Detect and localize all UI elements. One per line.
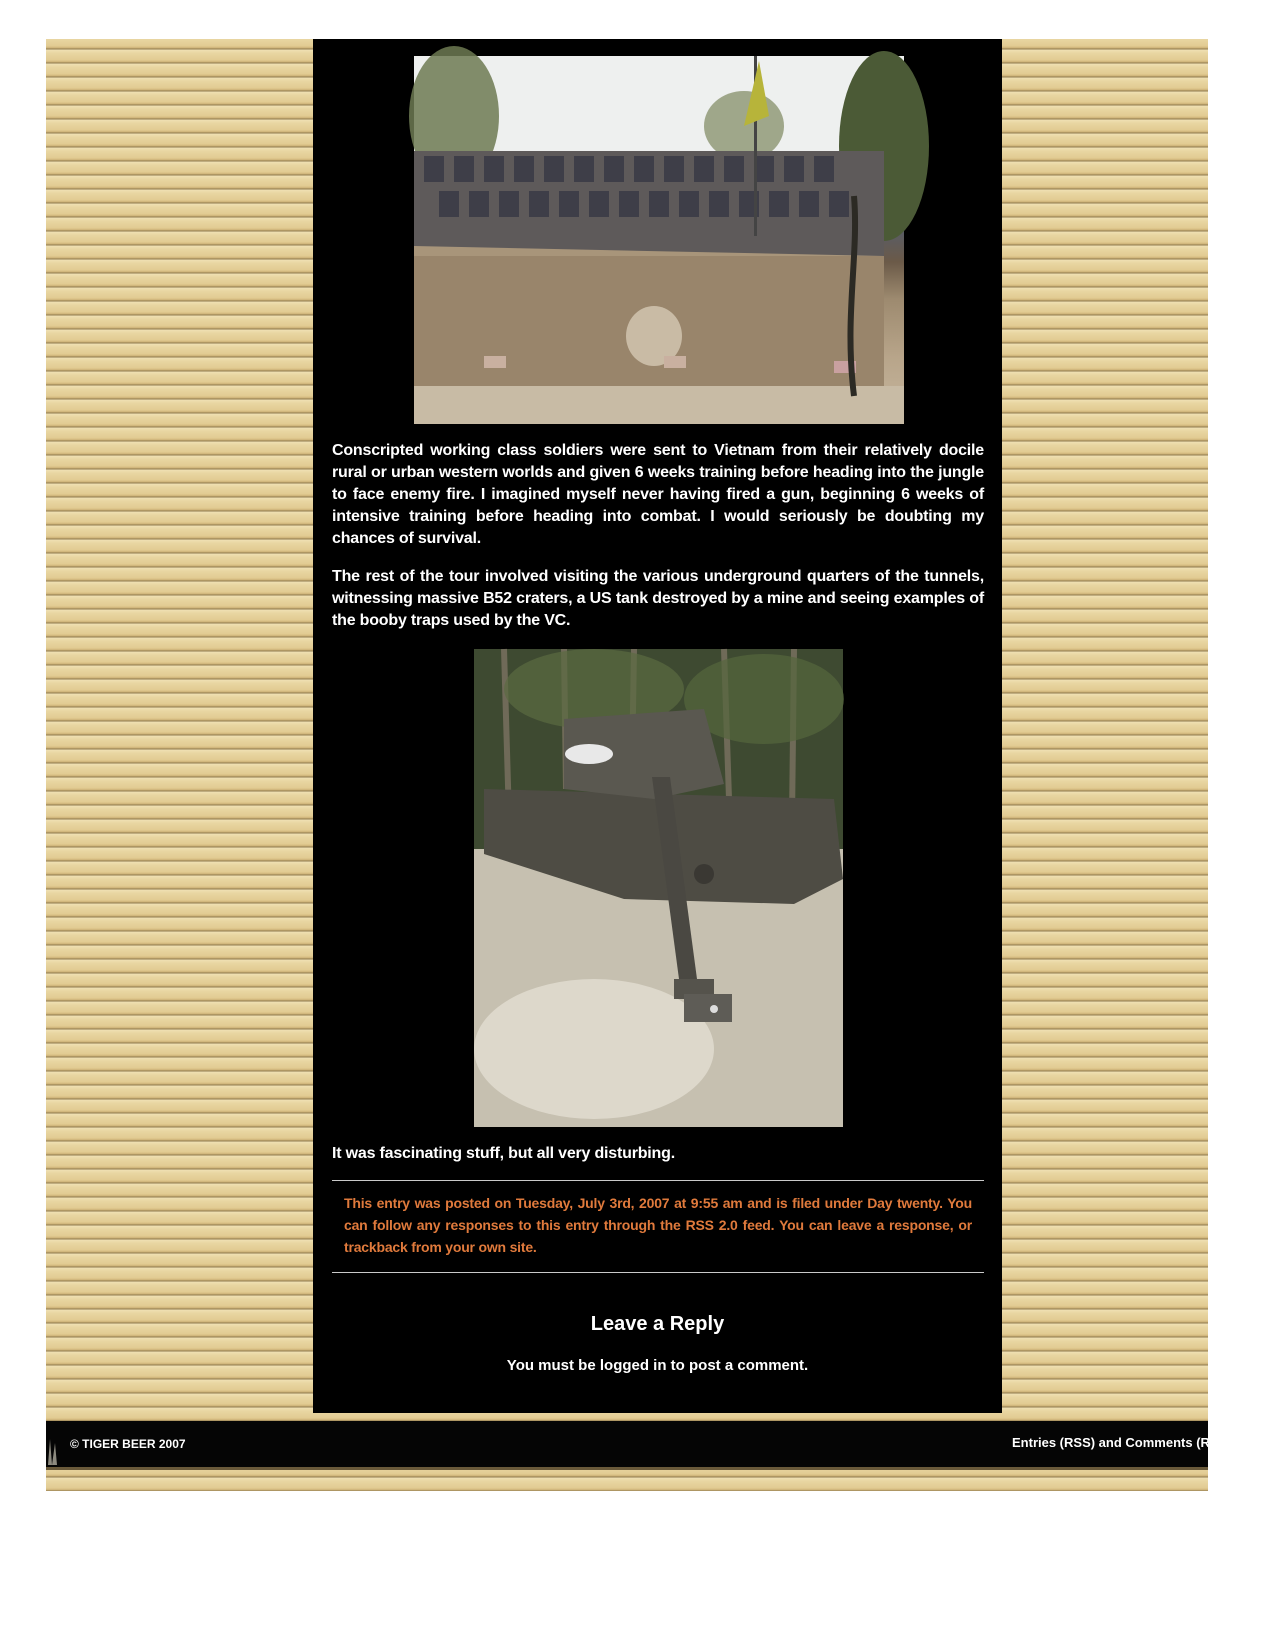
leave-reply-heading: Leave a Reply [590,1313,725,1335]
site-footer [46,1421,1232,1470]
shooting-range-photo [414,56,904,424]
grass-icon [46,1435,60,1465]
post-content [313,39,1002,1413]
shooting-range-image [414,56,904,424]
divider-bottom [332,1272,984,1273]
footer-feeds-link[interactable]: Entries (RSS) and Comments (RSS) [1012,1435,1232,1450]
login-required-note[interactable]: You must be logged in to post a comment. [506,1357,809,1374]
footer-copyright: © TIGER BEER 2007 [70,1437,186,1451]
entry-meta: This entry was posted on Tuesday, July 3rd, 2007 at 9:55 am and is filed under Day twenty. You can follow any responses to this entry through the RSS 2.0 feed. You can leave a response, or trackback from your own site. [344,1195,972,1255]
destroyed-tank-image [474,649,843,1127]
divider-top [332,1180,984,1181]
destroyed-tank-photo [474,649,843,1127]
post-paragraph-3: It was fascinating stuff, but all very disturbing. [332,1145,675,1162]
post-paragraph-2: The rest of the tour involved visiting the various underground quarters of the tunnels, witnessing massive B52 craters, a US tank destroyed by a mine and seeing examples of the booby traps used by the VC. [332,568,984,629]
post-paragraph-1: Conscripted working class soldiers were sent to Vietnam from their relatively docile rural or urban western worlds and given 6 weeks training before heading into the jungle to face enemy fire. I imagined myself never having fired a gun, beginning 6 weeks of intensive training before heading into combat. I would seriously be doubting my chances of survival. [332,442,984,547]
